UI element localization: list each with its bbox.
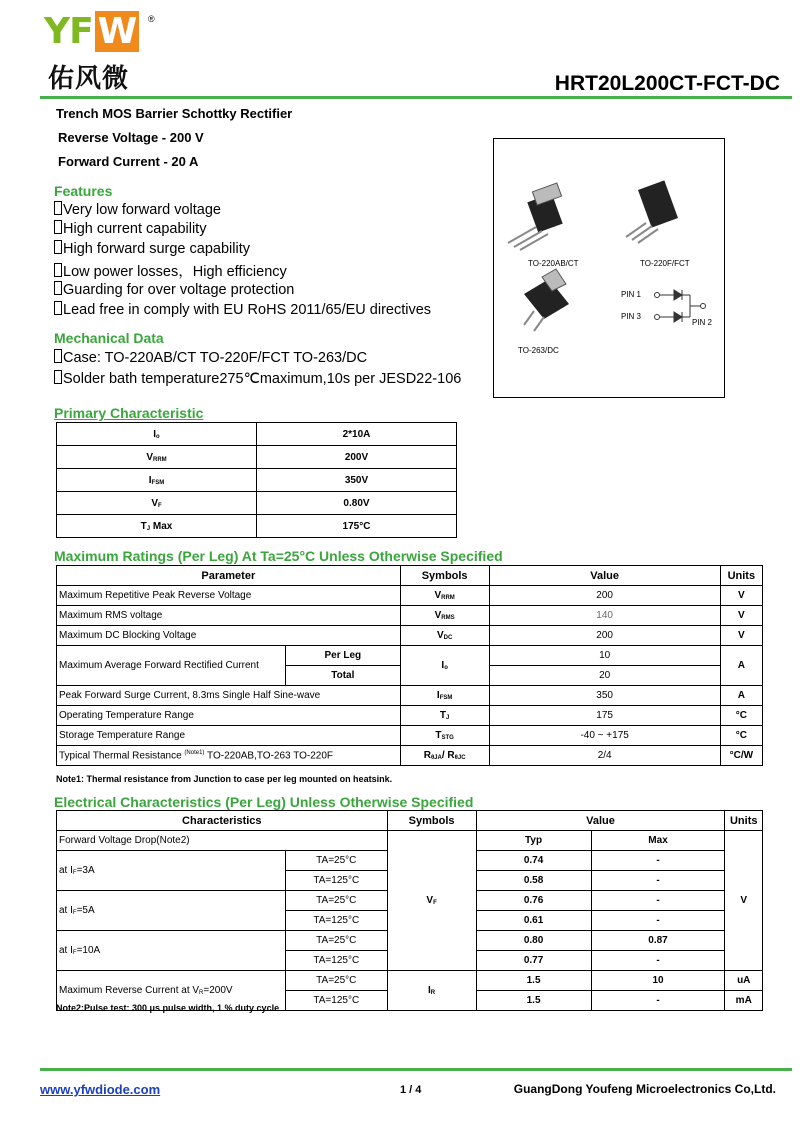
- param-cell: Peak Forward Surge Current, 8.3ms Single Half Sine-wave: [57, 686, 401, 706]
- unit-cell: uA: [725, 971, 763, 991]
- sub-param-cell: Per Leg: [286, 646, 401, 666]
- page-number: 1 / 4: [400, 1084, 422, 1096]
- value-cell: 350V: [257, 469, 457, 492]
- typ-cell: 1.5: [476, 971, 591, 991]
- ta-cell: TA=125°C: [286, 991, 388, 1011]
- to263-drawing: [524, 269, 569, 331]
- max-cell: 0.87: [591, 931, 725, 951]
- typ-cell: 0.76: [476, 891, 591, 911]
- symbol-cell: $V_{RRM}$: [400, 586, 489, 606]
- primary-table: [56, 422, 457, 538]
- forward-current: Forward Current - 20 A: [58, 154, 199, 169]
- table-row: [57, 423, 457, 446]
- unit-cell: °C: [720, 706, 762, 726]
- value-cell: 200: [489, 586, 720, 606]
- value-cell: 0.80V: [257, 492, 457, 515]
- to220ab-drawing: [508, 183, 563, 250]
- note2: Note2:Pulse test: 300 μs pulse width, 1 % duty cycle: [56, 1003, 280, 1013]
- feature-item: Very low forward voltage: [54, 201, 221, 218]
- max-cell: 10: [591, 971, 725, 991]
- typ-cell: 0.61: [476, 911, 591, 931]
- reverse-voltage: Reverse Voltage - 200 V: [58, 130, 204, 145]
- value-cell: 10: [489, 646, 720, 666]
- mechanical-heading: Mechanical Data: [54, 330, 164, 346]
- table-header-row: [57, 566, 763, 586]
- table-row: [57, 971, 763, 991]
- registered-mark: ®: [148, 14, 155, 24]
- symbol-cell: $T_{STG}$: [400, 726, 489, 746]
- table-header-row: [57, 811, 763, 831]
- symbol-cell: $V_{RMS}$: [400, 606, 489, 626]
- unit-cell: A: [720, 686, 762, 706]
- table-row: [57, 746, 763, 766]
- param-cell: $V_F$: [57, 492, 257, 515]
- symbol-cell: $V_{DC}$: [400, 626, 489, 646]
- max-cell: -: [591, 911, 725, 931]
- feature-item: Low power losses，High efficiency: [54, 260, 287, 281]
- company-name: GuangDong Youfeng Microelectronics Co,Ltd.: [513, 1082, 776, 1096]
- table-row: [57, 626, 763, 646]
- pin2-label: PIN 2: [692, 318, 713, 327]
- max-cell: -: [591, 951, 725, 971]
- features-heading: Features: [54, 183, 113, 199]
- typ-cell: 0.77: [476, 951, 591, 971]
- table-row: [57, 492, 457, 515]
- col-header: Units: [725, 811, 763, 831]
- param-cell: Operating Temperature Range: [57, 706, 401, 726]
- sub-param-cell: Total: [286, 666, 401, 686]
- pkg-label-to220ab: TO-220AB/CT: [528, 259, 579, 268]
- pin3-label: PIN 3: [621, 312, 642, 321]
- part-number: HRT20L200CT-FCT-DC: [554, 72, 780, 95]
- ta-cell: TA=25°C: [286, 971, 388, 991]
- col-header: Value: [489, 566, 720, 586]
- table-row: [57, 606, 763, 626]
- table-row: [57, 686, 763, 706]
- typ-cell: 0.80: [476, 931, 591, 951]
- unit-cell: V: [720, 586, 762, 606]
- website-link[interactable]: www.yfwdiode.com: [40, 1082, 161, 1097]
- mechanical-item: Solder bath temperature275℃maximum,10s per JESD22-106: [54, 370, 461, 387]
- unit-cell: V: [720, 626, 762, 646]
- typ-cell: 0.58: [476, 871, 591, 891]
- symbol-cell: $I_R$: [387, 971, 476, 1011]
- condition-cell: Maximum Reverse Current at $V_R=200V$: [57, 971, 286, 1011]
- unit-cell: V: [725, 831, 763, 971]
- pkg-label-to220f: TO-220F/FCT: [640, 259, 690, 268]
- param-cell: Maximum DC Blocking Voltage: [57, 626, 401, 646]
- max-cell: -: [591, 991, 725, 1011]
- param-cell: Maximum Repetitive Peak Reverse Voltage: [57, 586, 401, 606]
- table-row: [57, 469, 457, 492]
- mechanical-item: Case: TO-220AB/CT TO-220F/FCT TO-263/DC: [54, 349, 367, 366]
- typ-cell: 0.74: [476, 851, 591, 871]
- value-cell: 350: [489, 686, 720, 706]
- primary-heading: Primary Characteristic: [54, 405, 204, 421]
- condition-cell: at $I_F=5A$: [57, 891, 286, 931]
- param-cell: $I_{FSM}$: [57, 469, 257, 492]
- symbol-cell: $I_o$: [400, 646, 489, 686]
- logo-letters: YF W: [44, 14, 164, 50]
- typ-cell: 1.5: [476, 991, 591, 1011]
- table-row: [57, 446, 457, 469]
- value-cell: 2*10A: [257, 423, 457, 446]
- value-cell: 20: [489, 666, 720, 686]
- note1: Note1: Thermal resistance from Junction to case per leg mounted on heatsink.: [56, 774, 393, 784]
- col-header: Value: [476, 811, 725, 831]
- param-cell: $T_J$ Max: [57, 515, 257, 538]
- typ-header: Typ: [476, 831, 591, 851]
- symbol-cell: $V_F$: [387, 831, 476, 971]
- symbol-cell: $T_J$: [400, 706, 489, 726]
- table-row: [57, 646, 763, 666]
- table-row: [57, 831, 763, 851]
- unit-cell: °C/W: [720, 746, 762, 766]
- company-logo: [44, 11, 164, 94]
- to220f-drawing: [626, 180, 678, 243]
- product-title: Trench MOS Barrier Schottky Rectifier: [56, 106, 293, 121]
- param-cell: $V_{RRM}$: [57, 446, 257, 469]
- ta-cell: TA=125°C: [286, 911, 388, 931]
- header-divider: [40, 96, 792, 99]
- param-cell: $I_o$: [57, 423, 257, 446]
- max-cell: -: [591, 871, 725, 891]
- value-cell: 200: [489, 626, 720, 646]
- col-header: Parameter: [57, 566, 401, 586]
- value-cell: 175: [489, 706, 720, 726]
- condition-cell: at $I_F=10A$: [57, 931, 286, 971]
- feature-item: High forward surge capability: [54, 240, 250, 257]
- unit-cell: A: [720, 646, 762, 686]
- unit-cell: °C: [720, 726, 762, 746]
- param-cell: Typical Thermal Resistance $^{(Note1)}$ TO-220AB,TO-263 TO-220F: [57, 746, 401, 766]
- ta-cell: TA=25°C: [286, 931, 388, 951]
- value-cell: 200V: [257, 446, 457, 469]
- col-header: Symbols: [387, 811, 476, 831]
- feature-item: High current capability: [54, 220, 206, 237]
- ta-cell: TA=125°C: [286, 951, 388, 971]
- package-drawings: [494, 139, 724, 397]
- max-cell: -: [591, 891, 725, 911]
- ta-cell: TA=25°C: [286, 891, 388, 911]
- table-row: [57, 706, 763, 726]
- max-ratings-table: [56, 565, 763, 766]
- value-cell: 2/4: [489, 746, 720, 766]
- param-cell: Storage Temperature Range: [57, 726, 401, 746]
- col-header: Units: [720, 566, 762, 586]
- footer-divider: [40, 1068, 792, 1071]
- symbol-cell: $I_{FSM}$: [400, 686, 489, 706]
- electrical-heading: Electrical Characteristics (Per Leg) Unless Otherwise Specified: [54, 794, 474, 810]
- pin1-label: PIN 1: [621, 290, 642, 299]
- symbol-cell: $R_{\theta JA}/$ $R_{\theta JC}$: [400, 746, 489, 766]
- unit-cell: mA: [725, 991, 763, 1011]
- logo-chinese-name: 佑风微: [48, 64, 130, 94]
- value-cell: -40 ~ +175: [489, 726, 720, 746]
- param-cell: Maximum RMS voltage: [57, 606, 401, 626]
- max-header: Max: [591, 831, 725, 851]
- electrical-table: [56, 810, 763, 1011]
- table-row: [57, 586, 763, 606]
- package-illustrations: [493, 138, 725, 398]
- max-cell: -: [591, 851, 725, 871]
- value-cell: 175°C: [257, 515, 457, 538]
- unit-cell: V: [720, 606, 762, 626]
- param-cell: Maximum Average Forward Rectified Current: [57, 646, 286, 686]
- col-header: Symbols: [400, 566, 489, 586]
- ta-cell: TA=125°C: [286, 871, 388, 891]
- table-row: [57, 515, 457, 538]
- value-cell: 140: [489, 606, 720, 626]
- max-ratings-heading: Maximum Ratings (Per Leg) At Ta=25°C Unless Otherwise Specified: [54, 548, 503, 564]
- col-header: Characteristics: [57, 811, 388, 831]
- condition-cell: at $I_F=3A$: [57, 851, 286, 891]
- pkg-label-to263: TO-263/DC: [518, 346, 559, 355]
- feature-item: Guarding for over voltage protection: [54, 281, 294, 298]
- ta-cell: TA=25°C: [286, 851, 388, 871]
- param-cell: Forward Voltage Drop(Note2): [57, 831, 388, 851]
- feature-item: Lead free in comply with EU RoHS 2011/65/EU directives: [54, 301, 431, 318]
- table-row: [57, 726, 763, 746]
